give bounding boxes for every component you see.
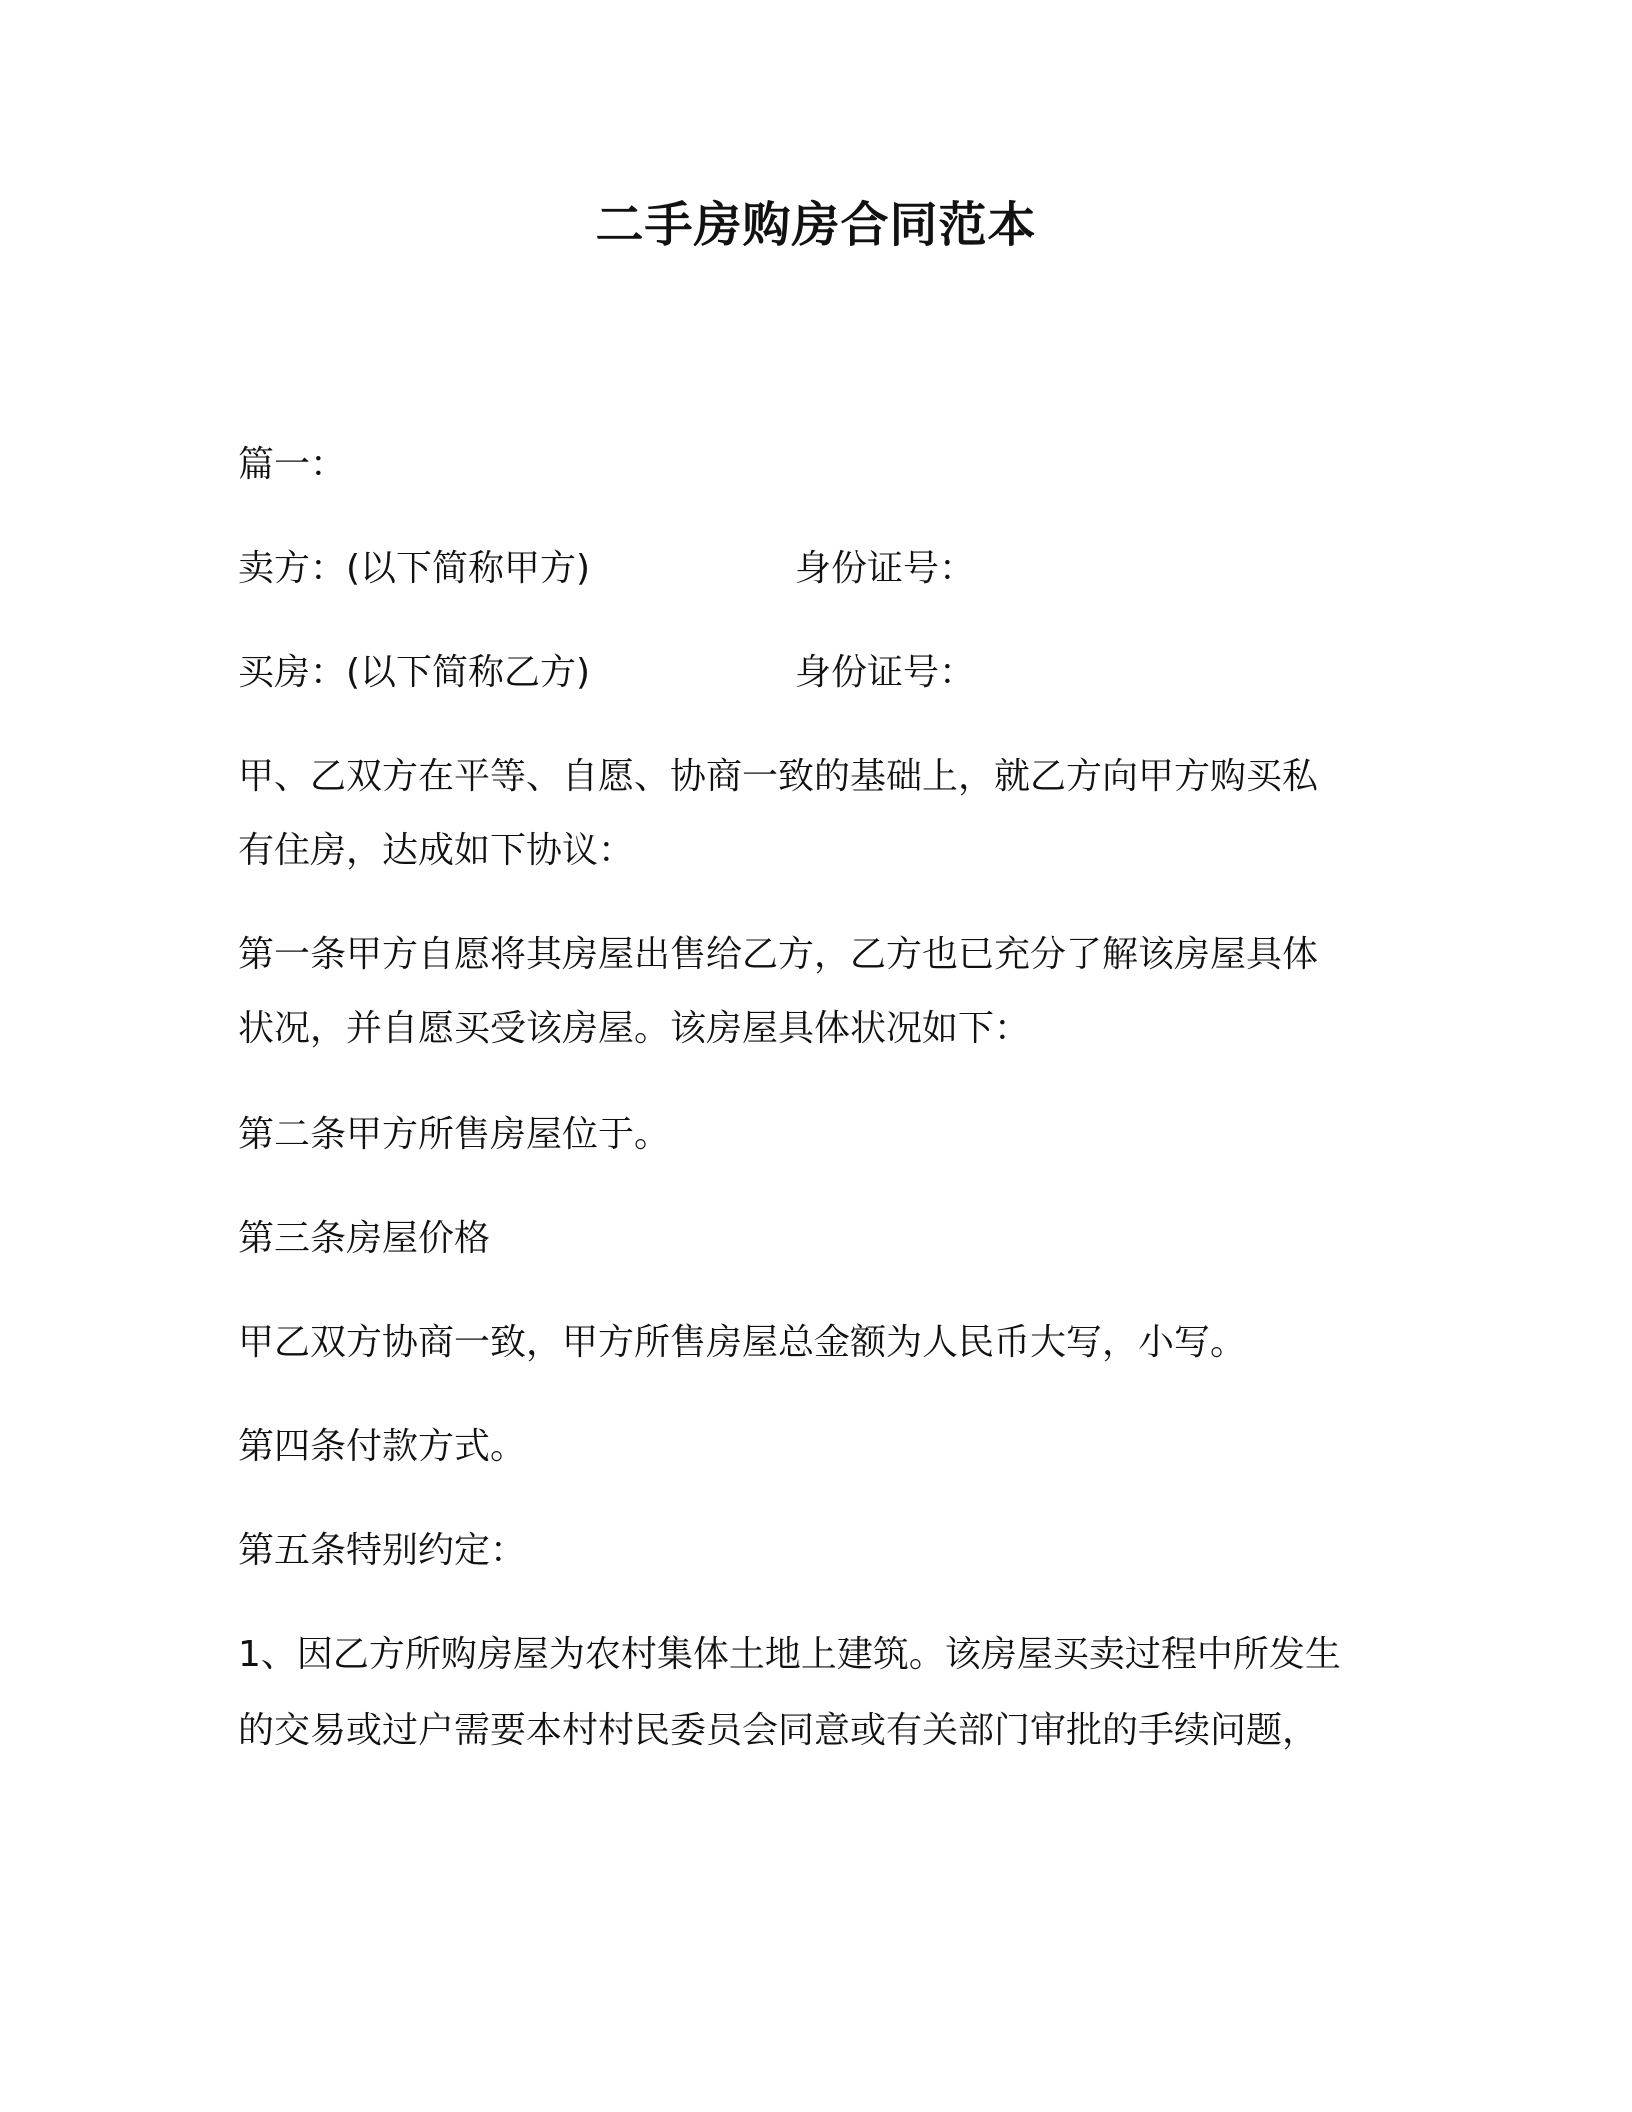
article-2: 第二条甲方所售房屋位于。	[238, 1114, 671, 1155]
intro-paragraph-line-2: 有住房，达成如下协议：	[238, 830, 635, 871]
buyer-label: 买房：(以下简称乙方)	[238, 652, 591, 693]
section-label: 篇一：	[238, 444, 347, 485]
seller-id-label: 身份证号：	[795, 548, 976, 589]
intro-paragraph-line-1: 甲、乙双方在平等、自愿、协商一致的基础上，就乙方向甲方购买私	[238, 756, 1319, 797]
article-3-heading: 第三条房屋价格	[238, 1218, 491, 1259]
buyer-id-label: 身份证号：	[795, 652, 976, 693]
clause-1-line-1: 1、因乙方所购房屋为农村集体土地上建筑。该房屋买卖过程中所发生	[238, 1634, 1341, 1675]
article-3-text: 甲乙双方协商一致，甲方所售房屋总金额为人民币大写，小写。	[238, 1322, 1247, 1363]
article-4: 第四条付款方式。	[238, 1426, 527, 1467]
article-5-heading: 第五条特别约定：	[238, 1530, 527, 1571]
article-1-line-1: 第一条甲方自愿将其房屋出售给乙方，乙方也已充分了解该房屋具体	[238, 934, 1319, 975]
document-title: 二手房购房合同范本	[595, 197, 1037, 253]
article-1-line-2: 状况，并自愿买受该房屋。该房屋具体状况如下：	[238, 1008, 1031, 1049]
seller-label: 卖方：(以下简称甲方)	[238, 548, 591, 589]
clause-1-line-2: 的交易或过户需要本村村民委员会同意或有关部门审批的手续问题，	[238, 1710, 1319, 1751]
